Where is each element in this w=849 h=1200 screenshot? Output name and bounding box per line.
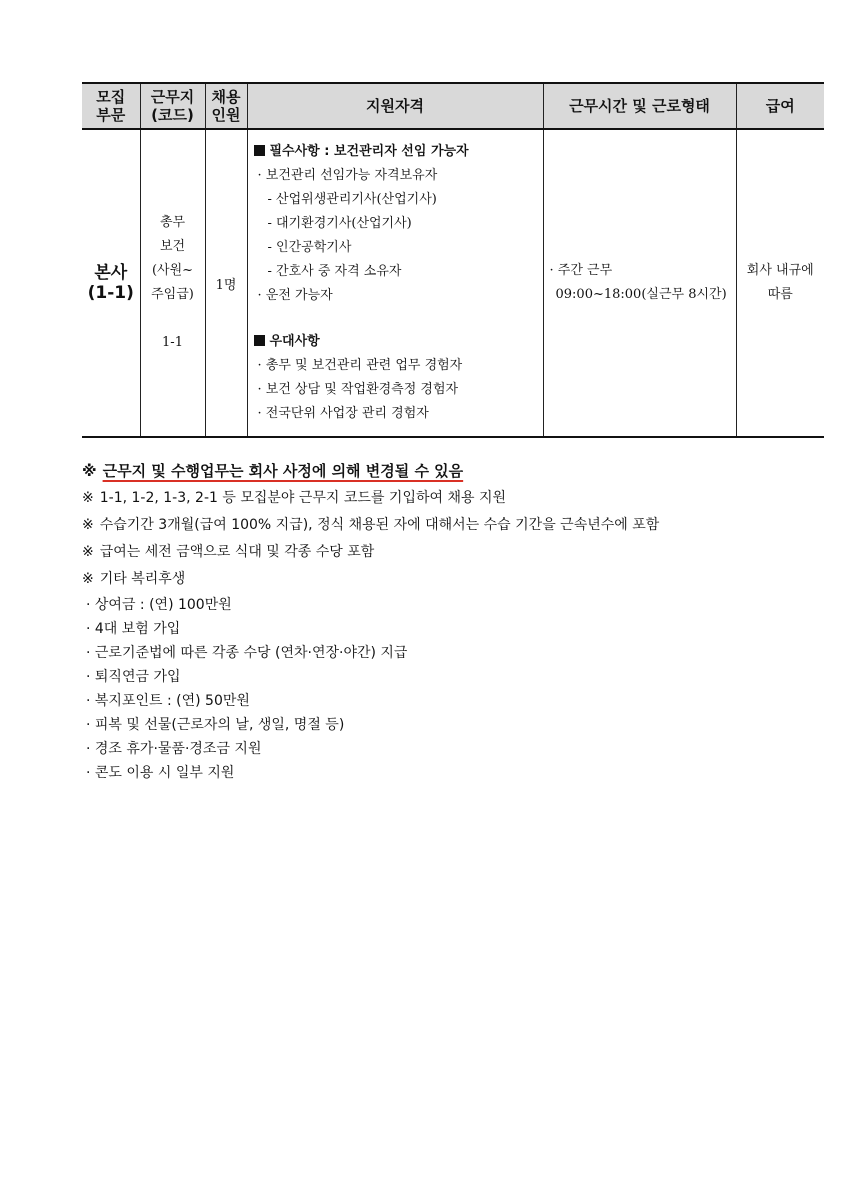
cell-pay: 회사 내규에 따름: [736, 129, 824, 437]
note-item: ※ 근무지 및 수행업무는 회사 사정에 의해 변경될 수 있음: [82, 462, 464, 480]
benefit-item: · 복지포인트 : (연) 50만원: [86, 693, 250, 709]
table-header-row: [82, 83, 824, 129]
header-hours: 근무시간 및 근로형태: [543, 83, 736, 129]
benefit-item: · 퇴직연금 가입: [86, 669, 181, 685]
note-item: ※ 수습기간 3개월(급여 100% 지급), 정식 채용된 자에 대해서는 수습 기간을 근속년수에 포함: [82, 517, 660, 533]
table-row: [82, 129, 824, 437]
benefit-item: · 상여금 : (연) 100만원: [86, 597, 232, 613]
notes-section: [82, 458, 782, 785]
required-title: 필수사항 : 보건관리자 선임 가능자: [254, 140, 543, 164]
square-bullet-icon: [254, 335, 265, 346]
recruitment-table: [82, 82, 824, 438]
header-pay: 급여: [736, 83, 824, 129]
benefit-item: · 경조 휴가·물품·경조금 지원: [86, 741, 262, 757]
benefit-item: · 근로기준법에 따른 각종 수당 (연차·연장·야간) 지급: [86, 645, 408, 661]
benefit-item: · 피복 및 선물(근로자의 날, 생일, 명절 등): [86, 717, 345, 733]
note-item: ※ 급여는 세전 금액으로 식대 및 각종 수당 포함: [82, 544, 375, 560]
required-item: · 보건관리 선임가능 자격보유자: [257, 168, 438, 183]
cell-hours: · 주간 근무 09:00~18:00(실근무 8시간): [543, 129, 736, 437]
preferred-title: 우대사항: [254, 330, 543, 354]
note-item: ※ 기타 복리후생: [82, 571, 186, 587]
preferred-item: · 보건 상담 및 작업환경측정 경험자: [257, 382, 459, 397]
required-item: - 산업위생관리기사(산업기사): [267, 192, 437, 207]
header-dept: 모집 부문: [82, 83, 140, 129]
note-item: ※ 1-1, 1-2, 1-3, 2-1 등 모집분야 근무지 코드를 기입하여 채용 지원: [82, 490, 507, 506]
preferred-item: · 총무 및 보건관리 관련 업무 경험자: [257, 358, 463, 373]
cell-dept: 본사 (1-1): [82, 129, 140, 437]
header-count: 채용 인원: [205, 83, 247, 129]
square-bullet-icon: [254, 145, 265, 156]
cell-location: 총무 보건 (사원~ 주임급) 1-1: [140, 129, 205, 437]
required-item: - 대기환경기사(산업기사): [267, 216, 412, 231]
required-item: - 인간공학기사: [267, 240, 352, 255]
cell-count: 1명: [205, 129, 247, 437]
benefit-item: · 4대 보험 가입: [86, 621, 181, 637]
header-location: 근무지 (코드): [140, 83, 205, 129]
preferred-item: · 전국단위 사업장 관리 경험자: [257, 406, 429, 421]
header-qualification: 지원자격: [247, 83, 543, 129]
cell-qualification: [247, 129, 543, 437]
benefit-item: · 콘도 이용 시 일부 지원: [86, 765, 235, 781]
required-item: - 간호사 중 자격 소유자: [267, 264, 402, 279]
required-item: · 운전 가능자: [257, 288, 333, 303]
